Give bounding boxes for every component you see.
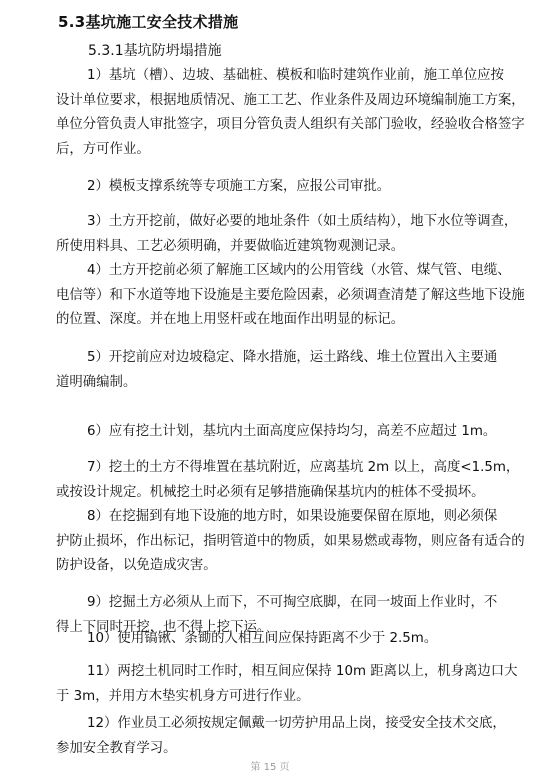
paragraph-line: 7）挖土的土方不得堆置在基坑附近，应离基坑 2m 以上，高度<1.5m，	[87, 460, 520, 475]
paragraph-line: 3）土方开挖前，做好必要的地址条件（如土质结构），地下水位等调查，	[87, 214, 518, 229]
subsection-title: 5.3.1基坑防坍塌措施	[88, 43, 222, 59]
paragraph-line: 道明确编制。	[56, 374, 137, 390]
paragraph-line: 参加安全教育学习。	[56, 740, 177, 756]
paragraph-line: 电信等）和下水道等地下设施是主要危险因素，必须调查清楚了解这些地下设施	[56, 287, 525, 303]
paragraph-line: 1）基坑（槽）、边坡、基础桩、模板和临时建筑作业前，施工单位应按	[87, 68, 504, 83]
paragraph-line: 设计单位要求，根据地质情况、施工工艺、作业条件及周边环境编制施工方案，	[56, 92, 525, 108]
paragraph-line: 或按设计规定。机械挖土时必须有足够措施确保基坑内的桩体不受损坏。	[56, 484, 485, 500]
section-title: 5.3基坑施工安全技术措施	[58, 13, 239, 31]
paragraph-line: 6）应有挖土计划，基坑内土面高度应保持均匀，高差不应超过 1m。	[87, 424, 497, 439]
paragraph-1	[56, 64, 532, 163]
paragraph-line: 护防止损坏，作出标记，指明管道中的物质，如果易燃或毒物，则应备有适合的	[56, 533, 525, 549]
paragraph-4	[56, 259, 532, 333]
paragraph-10	[87, 627, 532, 652]
paragraph-7	[56, 456, 532, 505]
paragraph-line: 12）作业员工必须按规定佩戴一切劳护用品上岗，接受安全技术交底，	[87, 716, 506, 731]
paragraph-line: 9）挖掘土方必须从上而下，不可掏空底脚，在同一坡面上作业时，不	[87, 595, 498, 610]
paragraph-5	[56, 346, 532, 395]
paragraph-line: 10）使用镐锹、条锄的人相互间应保持距离不少于 2.5m。	[87, 631, 438, 646]
paragraph-line: 于 3m，并用方木垫实机身方可进行作业。	[56, 688, 310, 704]
paragraph-line: 4）土方开挖前必须了解施工区域内的公用管线（水管、煤气管、电缆、	[87, 263, 511, 278]
paragraph-12	[56, 712, 532, 761]
paragraph-line: 的位置、深度。并在地上用竖杆或在地面作出明显的标记。	[56, 312, 405, 328]
paragraph-line: 5）开挖前应对边坡稳定、降水措施，运土路线、堆土位置出入主要通	[87, 350, 498, 365]
paragraph-8	[56, 505, 532, 579]
paragraph-2	[87, 175, 532, 200]
paragraph-line: 得上下同时开挖，也不得上挖下运。	[56, 619, 271, 635]
page-footer: 第 15 页	[250, 762, 290, 772]
paragraph-line: 8）在挖掘到有地下设施的地方时，如果设施要保留在原地，则必须保	[87, 509, 498, 524]
paragraph-line: 所使用料具、工艺必须明确，并要做临近建筑物观测记录。	[56, 238, 405, 254]
paragraph-11	[56, 660, 532, 709]
paragraph-line: 后，方可作业。	[56, 142, 150, 158]
paragraph-line: 2）模板支撑系统等专项施工方案，应报公司审批。	[87, 179, 391, 194]
paragraph-6	[87, 420, 532, 445]
paragraph-3	[56, 210, 532, 259]
paragraph-line: 防护设备，以免造成灾害。	[56, 558, 217, 574]
paragraph-line: 单位分管负责人审批签字，项目分管负责人组织有关部门验收，经验收合格签字	[56, 117, 525, 133]
paragraph-line: 11）两挖土机同时工作时，相互间应保持 10m 距离以上，机身离边口大	[87, 664, 518, 679]
